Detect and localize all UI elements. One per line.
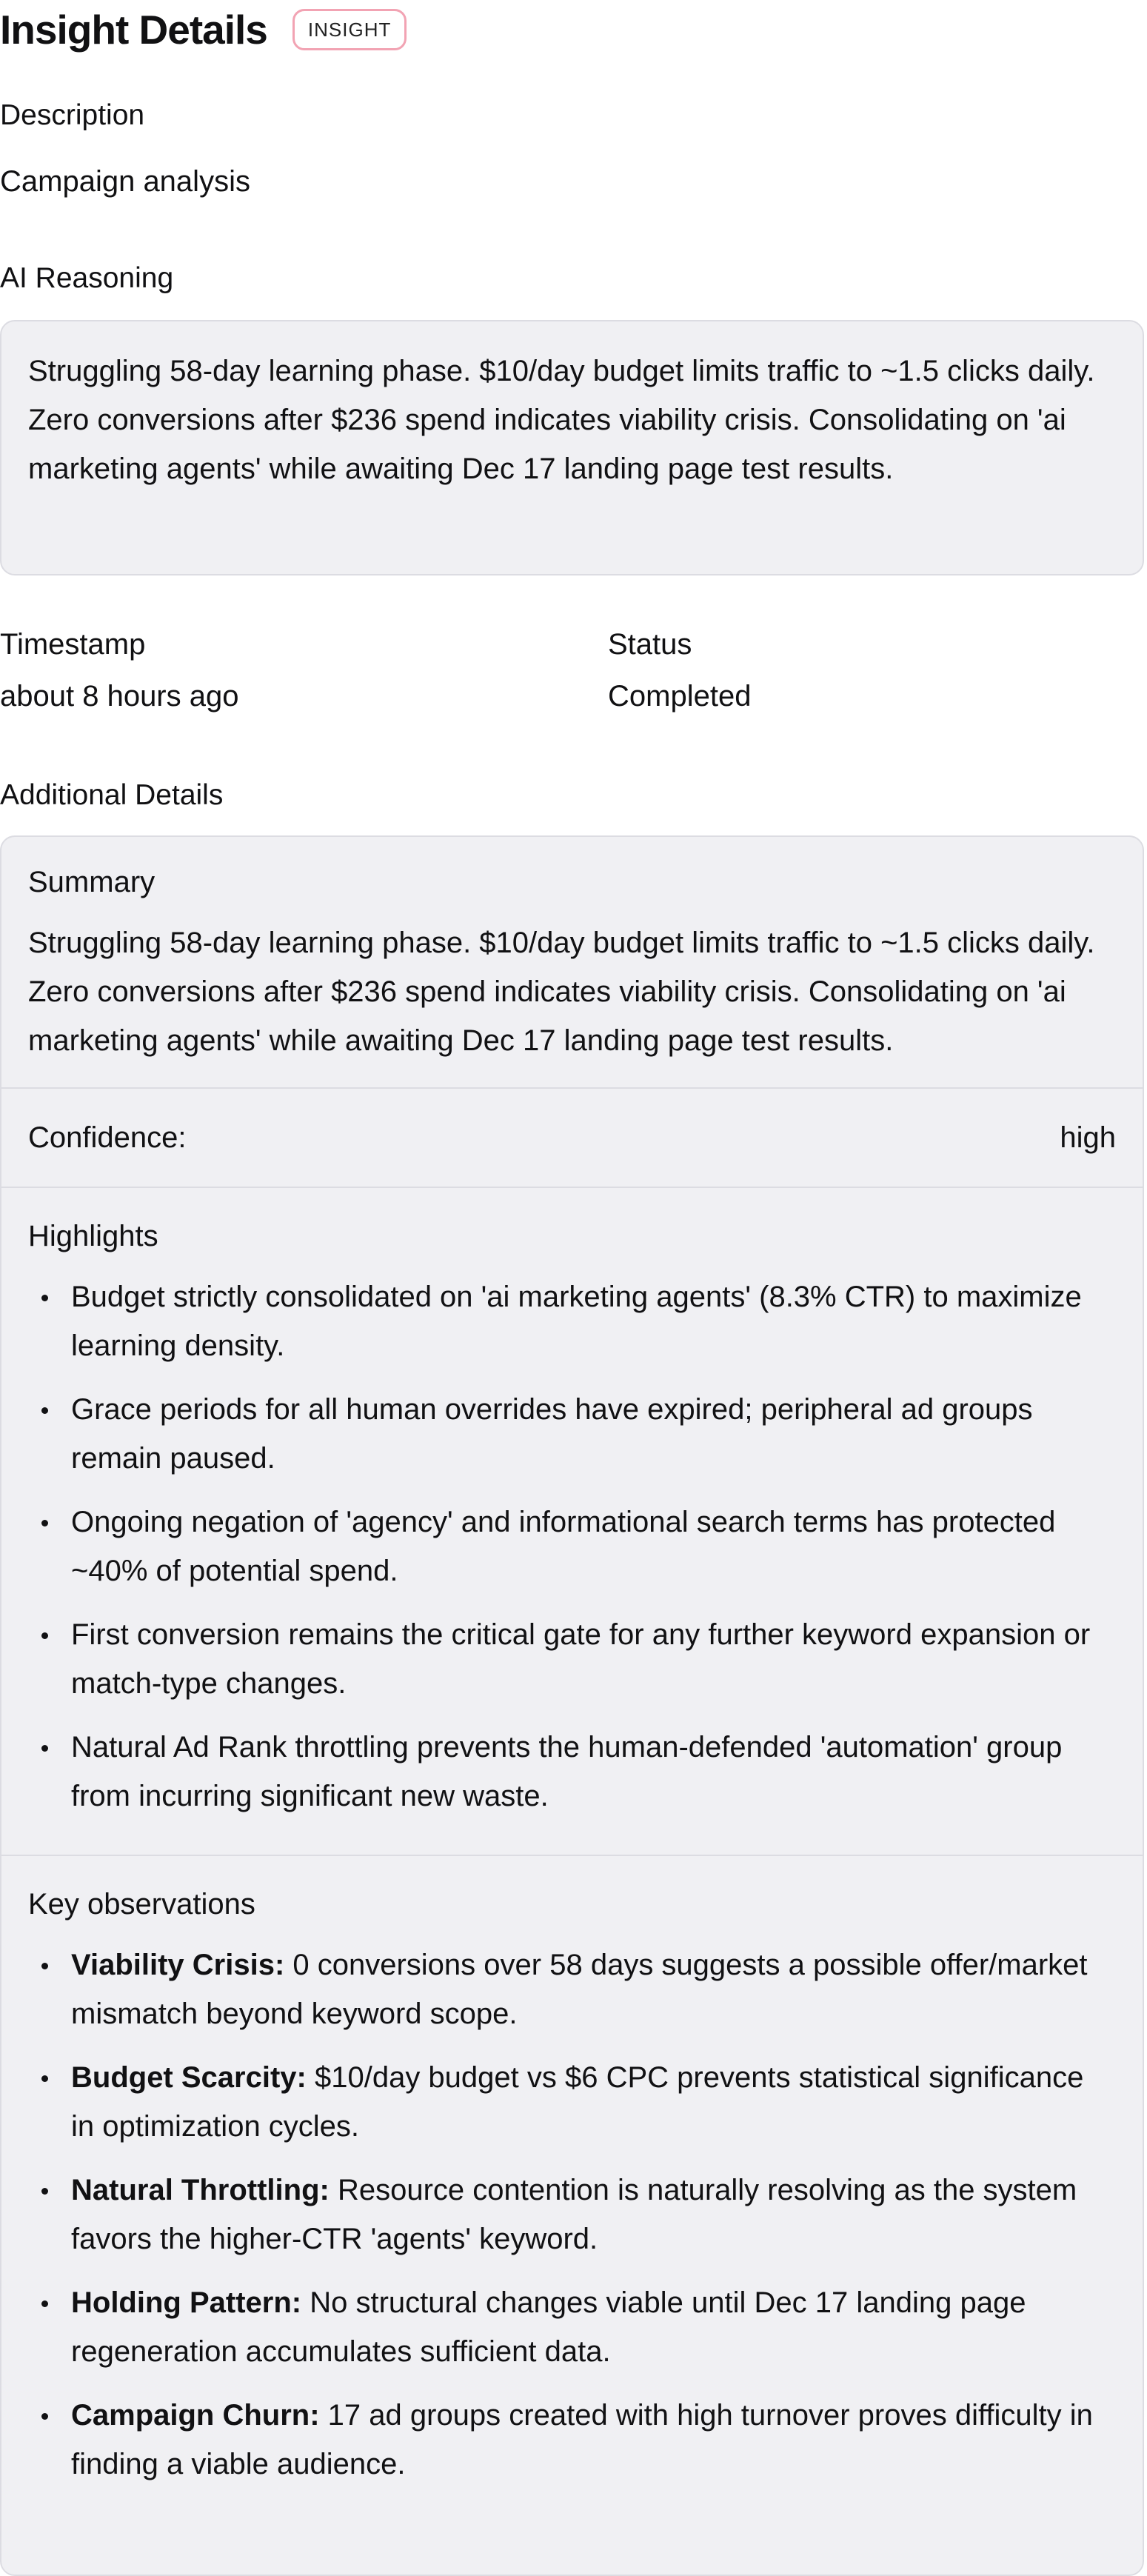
ai-reasoning-label: AI Reasoning: [0, 262, 174, 294]
summary-heading: Summary: [28, 866, 156, 898]
confidence-label: Confidence:: [28, 1121, 187, 1154]
description-value: Campaign analysis: [0, 165, 250, 198]
observation-text: $10/day budget vs $6 CPC prevents statistical significance in optimization cycles.: [71, 2061, 1084, 2143]
confidence-section: [1, 1089, 1143, 1188]
observation-title: Budget Scarcity:: [71, 2061, 307, 2094]
observation-title: Campaign Churn:: [71, 2399, 320, 2432]
observation-title: Holding Pattern:: [71, 2286, 302, 2319]
highlight-item: First conversion remains the critical gate for any further keyword expansion or match-type changes.: [71, 1610, 1116, 1708]
observation-item: [71, 2053, 1116, 2151]
highlight-item: Grace periods for all human overrides have expired; peripheral ad groups remain paused.: [71, 1385, 1116, 1483]
observation-title: Viability Crisis:: [71, 1949, 285, 1981]
highlight-item: Budget strictly consolidated on 'ai marketing agents' (8.3% CTR) to maximize learning density.: [71, 1272, 1116, 1370]
additional-details-card: [0, 835, 1144, 2576]
observation-title: Natural Throttling:: [71, 2174, 330, 2206]
status-field: [608, 626, 751, 715]
page-title: Insight Details: [0, 7, 267, 53]
observation-item: [71, 2391, 1116, 2489]
observation-text: 0 conversions over 58 days suggests a possible offer/market mismatch beyond keyword scope.: [71, 1949, 1088, 2030]
highlights-heading: Highlights: [28, 1220, 158, 1252]
summary-section: [1, 837, 1143, 1089]
timestamp-label: Timestamp: [0, 628, 146, 661]
confidence-value: high: [1060, 1121, 1116, 1154]
timestamp-value: about 8 hours ago: [0, 680, 239, 713]
status-value: Completed: [608, 680, 752, 713]
highlights-list: [28, 1272, 1116, 1855]
observation-text: 17 ad groups created with high turnover proves difficulty in finding a viable audience.: [71, 2399, 1093, 2480]
observation-item: [71, 2278, 1116, 2376]
highlight-item: Ongoing negation of 'agency' and informational search terms has protected ~40% of potential spend.: [71, 1498, 1116, 1595]
ai-reasoning-text: Struggling 58-day learning phase. $10/day budget limits traffic to ~1.5 clicks daily. Zero conversions after $236 spend indicates viability crisis. Consolidating on 'ai marketing agents' while awaiting Dec 17 landing page test results.: [28, 355, 1095, 485]
status-label: Status: [608, 628, 692, 661]
observations-section: [1, 1856, 1143, 2523]
confidence-row: [28, 1089, 1116, 1187]
summary-text: Struggling 58-day learning phase. $10/day budget limits traffic to ~1.5 clicks daily. Zero conversions after $236 spend indicates viability crisis. Consolidating on 'ai marketing agents' while awaiting Dec 17 landing page test results.: [28, 927, 1095, 1057]
type-badge: INSIGHT: [292, 9, 407, 50]
ai-reasoning-card: [0, 320, 1144, 575]
highlight-item: Natural Ad Rank throttling prevents the human-defended 'automation' group from incurring significant new waste.: [71, 1723, 1116, 1821]
observations-list: [28, 1941, 1116, 2523]
observation-item: [71, 2166, 1116, 2263]
observations-heading: Key observations: [28, 1888, 255, 1921]
additional-details-label: Additional Details: [0, 779, 224, 811]
page-header: [0, 6, 407, 53]
observation-text: Resource contention is naturally resolving as the system favors the higher-CTR 'agents' keyword.: [71, 2174, 1077, 2255]
timestamp-field: [0, 626, 238, 715]
observation-text: No structural changes viable until Dec 17 landing page regeneration accumulates sufficient data.: [71, 2286, 1026, 2368]
highlights-section: [1, 1188, 1143, 1856]
description-label: Description: [0, 99, 145, 131]
observation-item: [71, 1941, 1116, 2038]
